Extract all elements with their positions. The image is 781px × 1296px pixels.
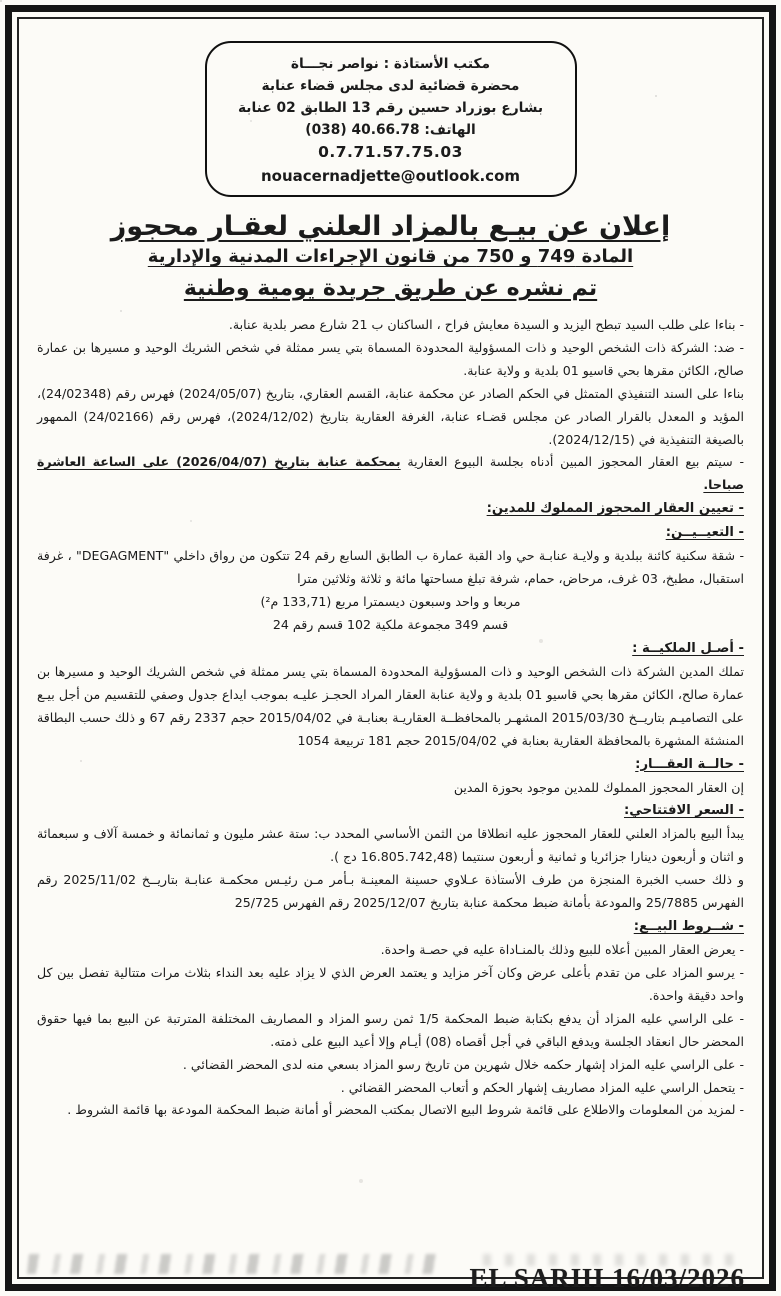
condition-item: - على الراسي عليه المزاد إشهار حكمه خلال شهرين من تاريخ رسو المزاد بسعي منه لدى المحضر القضائي . [182,1056,744,1072]
article-reference: المادة 749 و 750 من قانون الإجراءات المدنية والإدارية [147,246,634,267]
bailiff-title: محضرة قضائية لدى مجلس قضاء عنابة [261,78,520,95]
condition-item: - يرسو المزاد على من تقدم بأعلى عرض وكان آخر مزايد و يعتمد العرض الذي لا يزاد عليه بعد النداء بثلاث مرات متتالية تفصل بين كل واحد دقيقة واحدة. [37,965,744,1003]
property-state-paragraph: إن العقار المحجوز المملوك للمدين موجود بحوزة المدين [453,779,744,795]
property-state-heading: - حالــة العقـــار: [635,756,744,772]
surface-area-line: مربعا و واحد وسبعون ديسمترا مربع (133,71 م²) [260,594,521,610]
against-party-paragraph: - ضد: الشركة ذات الشخص الوحيد و ذات المسؤولية المحدودة المسماة بتي يسر ممثلة في شخص الشريك الوحيد و مسيرها بن عمارة صالح، الكائن مقرها بحي قاسيو 01 بلدية و ولاية عنابة. [37,339,744,378]
lot-number-line: قسم 349 مجموعة ملكية 102 قسم رقم 24 [272,617,509,632]
office-phone: الهاتف: 40.66.78 (038) [305,122,476,139]
notice-title: إعلان عن بيـع بالمزاد العلني لعقـار محجوز [110,211,671,242]
sale-date-prefix: - سيتم بيع العقار المحجوز المبين أدناه بجلسة البيوع العقارية [400,454,744,470]
paper-speckles [0,0,2,2]
opening-price-heading: - السعر الافتتاحي: [623,803,744,819]
office-stamp-box [205,41,577,197]
executive-title-paragraph: بناءا على السند التنفيذي المتمثل في الحكم الصادر عن محكمة عنابة، القسم العقاري، بتاريخ (2024/05/07) فهرس رقم (24/02348)، المؤيد و المعدل بالقرار الصادر عن مجلس قضـاء عنابة، الغرفة العقارية بتاريخ (2024/12/02)، فهرس رقم (24/02166) الممهور بالصيغة التنفيذية في (2024/12/15). [37,385,745,447]
notice-content [19,19,762,1277]
opening-price-paragraph: يبدأ البيع بالمزاد العلني للعقار المحجوز عليه انطلاقا من الثمن الأساسي المحدد ب: ستة عشر مليون و ثمانمائة و خمسة آلاف و سبعمائة و اثنان و أربعون دينارا جزائريا و ثمانية و أربعون سنتيما (16.805.742,48 دج ). [37,826,744,865]
notice-body [37,314,744,1122]
publication-note: تم نشره عن طريق جريدة يومية وطنية [183,276,598,301]
more-info-paragraph: - لمزيد من المعلومات والاطلاع على قائمة شروط البيع الاتصال بمكتب المحضر أو أمانة ضبط المحكمة المودعة بها قائمة الشروط . [67,1102,744,1118]
condition-item: - على الراسي عليه المزاد أن يدفع بكتابة ضبط المحكمة 1/5 ثمن رسو المزاد و المصاريف المختلفة المترتبة عن البيع بما فيها حقوق المحضر حال انعقاد الجلسة ويدفع الباقي في أجل أقصاه (08) أيـام وإلا أعيد البيع على ذمته. [37,1010,744,1049]
designation-section-heading: - التعيــيــن: [665,525,744,541]
property-designation-heading: - تعيين العقار المحجوز المملوك للمدين: [486,501,744,517]
condition-item: - يعرض العقار المبين أعلاه للبيع وذلك بالمنـاداة عليه في حصـة واحدة. [380,942,744,958]
sale-conditions-heading: - شــروط البيــع: [633,919,744,935]
expertise-report-paragraph: و ذلك حسب الخبرة المنجزة من طرف الأستاذة عـلاوي حسينة المعينـة بـأمر مـن رئيـس محكمـة عنابـة بتاريــخ 2025/11/02 رقم الفهرس 25/7885 والمودعة بأمانة ضبط محكمة عنابة بتاريخ 2025/12/07 رقم الفهرس 25/725 [37,872,744,911]
ink-smudge [27,1254,439,1274]
office-mobile: 0.7.71.57.75.03 [318,143,463,162]
ownership-origin-heading: - أصـل الملكيــة : [632,640,744,656]
office-name: مكتب الأستاذة : نواصر نجـــاة [290,56,491,72]
sale-date-highlight: بمحكمة عنابة بتاريخ (2026/04/07) على الساعة العاشرة صباحا. [37,454,744,493]
apartment-description-paragraph: - شقة سكنية كائنة ببلدية و ولايـة عنابـة حي واد القبة عمارة ب الطابق السابع رقم 24 تتكون من رواق داخلي "DEGAGMENT" ، غرفة استقبال، مطبخ، 03 غرف، مرحاض، حمام، شرفة تبلغ مساحتها مائة و ثلاثة وثلاثين مترا [37,548,744,587]
journal-stamp: EL SARIH 16/03/2026 [469,1263,745,1293]
office-address: بشارع بوزراد حسين رقم 13 الطابق 02 عنابة [237,100,544,117]
ownership-origin-paragraph: تملك المدين الشركة ذات الشخص الوحيد و ذات المسؤولية المحدودة المسماة بتي يسر ممثلة في شخص الشريك الوحيد و مسيرها بن عمارة صالح، الكائن مقرها بحي قاسيو 01 بلدية و ولاية عنابة العقار المراد الحجـز عليـه بموجب ايداع جدول وصفي للتقسيم من أجل بيـع على التصاميـم بتاريــخ 2015/03/30 المشهـر بالمحافظــة العقاريـة بعنابـة في 2015/04/02 حجم 2337 رقم 67 و ذلك حسب البطاقة المنشئة المشهرة بالمحافظة العقارية بعنابة في 2015/04/02 حجم 181 تربيعة 1054 [37,663,744,748]
sale-date-notice [37,451,744,497]
request-party-paragraph: - بناءا على طلب السيد تبطح اليزيد و السيدة معايش فراح ، الساكنان ب 21 شارع مصر بلدية عنابة. [228,317,744,332]
condition-item: - يتحمل الراسي عليه المزاد مصاريف إشهار الحكم و أتعاب المحضر القضائي . [340,1079,744,1095]
office-email: nouacernadjette@outlook.com [260,166,521,185]
